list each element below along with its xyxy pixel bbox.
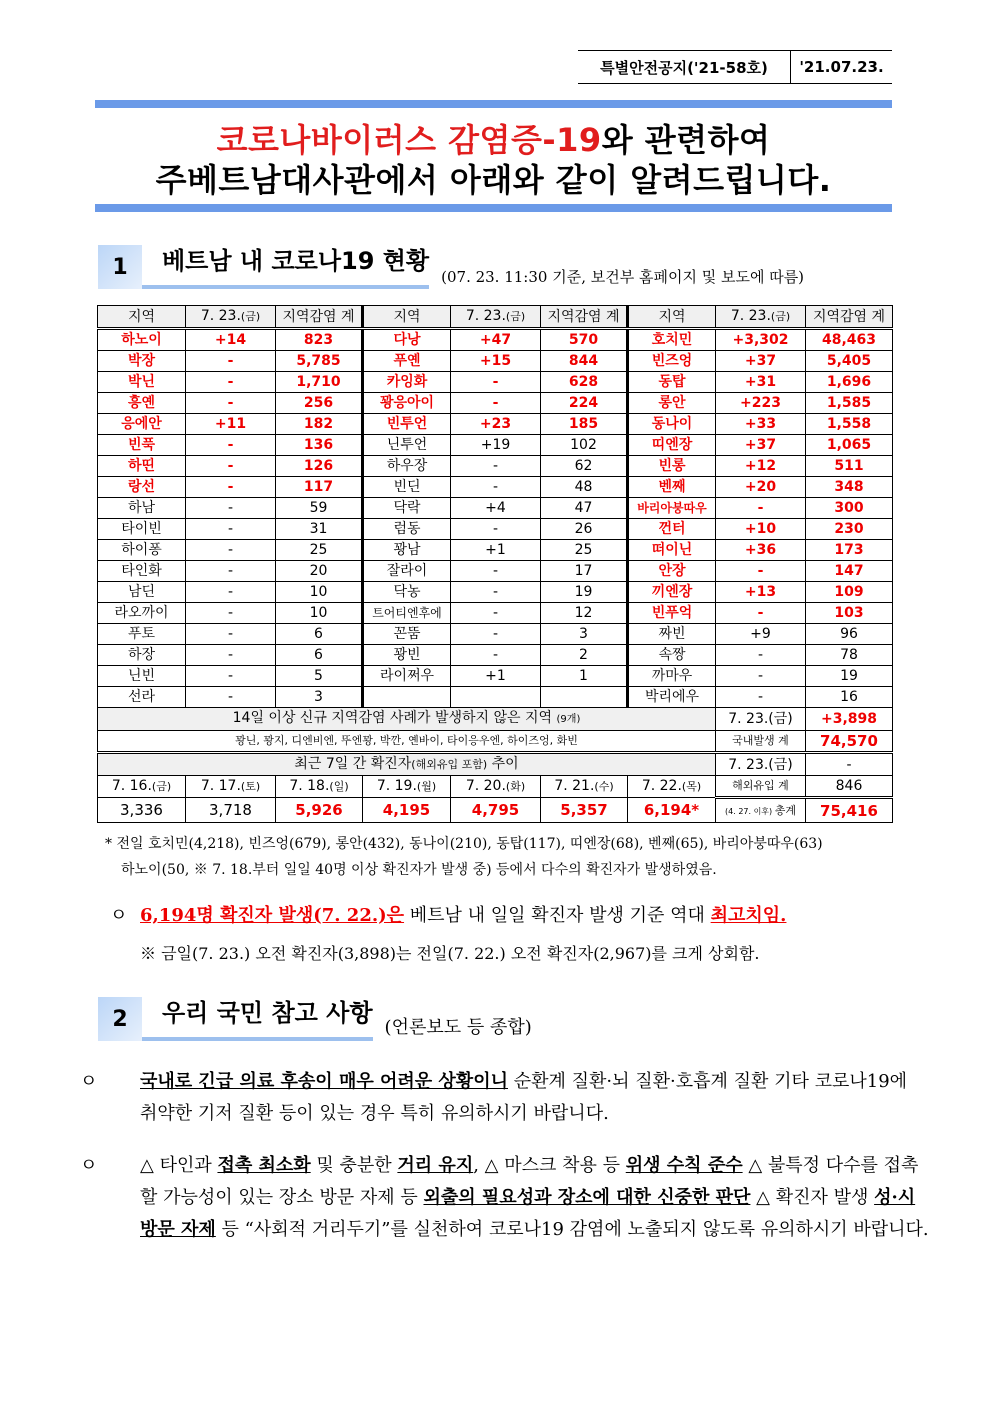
total-cases: 6 <box>276 624 363 645</box>
daily-cases: - <box>716 666 806 687</box>
region-name: 하우장 <box>363 456 451 477</box>
region-name: 다낭 <box>363 329 451 351</box>
domestic-today-value: +3,898 <box>806 708 893 731</box>
total-cases: 10 <box>276 603 363 624</box>
region-name <box>363 687 451 708</box>
region-name: 닌투언 <box>363 435 451 456</box>
region-name: 빈롱 <box>628 456 716 477</box>
daily-cases: - <box>451 477 541 498</box>
daily-cases: - <box>186 603 276 624</box>
domestic-total-label: 국내발생 계 <box>716 731 806 753</box>
total-cases: 5,405 <box>806 351 893 372</box>
daily-cases: +10 <box>716 519 806 540</box>
region-name: 랑선 <box>98 477 186 498</box>
domestic-today-label: 7. 23.(금) <box>716 708 806 731</box>
region-name: 빈딘 <box>363 477 451 498</box>
trend-days-row <box>98 776 893 798</box>
column-header: 7. 23.(금) <box>716 306 806 329</box>
total-cases: 3 <box>276 687 363 708</box>
region-name: 속짱 <box>628 645 716 666</box>
daily-cases: - <box>716 645 806 666</box>
daily-cases: +14 <box>186 329 276 351</box>
section-title: 베트남 내 코로나19 현황 <box>142 243 429 289</box>
table-row <box>98 540 893 561</box>
total-cases: 25 <box>276 540 363 561</box>
total-cases: 230 <box>806 519 893 540</box>
total-cases: 173 <box>806 540 893 561</box>
trend-day: 7. 16.(금) <box>98 776 186 798</box>
daily-cases: +4 <box>451 498 541 519</box>
region-name: 하장 <box>98 645 186 666</box>
region-name: 안장 <box>628 561 716 582</box>
table-row <box>98 645 893 666</box>
table-row <box>98 414 893 435</box>
grand-total-value: 75,416 <box>806 798 893 823</box>
daily-cases: +9 <box>716 624 806 645</box>
daily-cases: - <box>451 582 541 603</box>
no-new-cases-regions-row <box>98 731 893 753</box>
region-name: 하남 <box>98 498 186 519</box>
total-cases: 48 <box>541 477 628 498</box>
daily-cases: +20 <box>716 477 806 498</box>
daily-cases: +36 <box>716 540 806 561</box>
daily-cases: - <box>186 351 276 372</box>
imported-today-value: - <box>806 753 893 776</box>
daily-cases: - <box>716 498 806 519</box>
total-cases: 20 <box>276 561 363 582</box>
total-cases: 5 <box>276 666 363 687</box>
trend-value: 3,336 <box>98 798 186 823</box>
total-cases: 136 <box>276 435 363 456</box>
region-name: 빈즈엉 <box>628 351 716 372</box>
region-name: 남딘 <box>98 582 186 603</box>
daily-cases <box>451 687 541 708</box>
total-cases: 1,696 <box>806 372 893 393</box>
region-name: 잘라이 <box>363 561 451 582</box>
daily-cases: - <box>186 372 276 393</box>
daily-cases: +13 <box>716 582 806 603</box>
total-cases: 1 <box>541 666 628 687</box>
total-cases: 1,585 <box>806 393 893 414</box>
total-cases: 96 <box>806 624 893 645</box>
column-header: 지역감염 계 <box>806 306 893 329</box>
column-header: 지역 <box>628 306 716 329</box>
footnote: * 전일 호치민(4,218), 빈즈엉(679), 롱안(432), 동나이(210), 동탑(117), 띠엔장(68), 벤째(65), 바리아붕따우(63) 하노이(50, ※ 7. 18.부터 일일 40명 이상 확진자가 발생 중) 등에서 다수의 확진자가 발생하였음. <box>105 836 823 878</box>
domestic-total-value: 74,570 <box>806 731 893 753</box>
table-row <box>98 435 893 456</box>
region-name: 닌빈 <box>98 666 186 687</box>
trend-title: 최근 7일 간 확진자(해외유입 포함) 추이 <box>98 753 716 776</box>
daily-cases: - <box>186 561 276 582</box>
title-line-1: 코로나바이러스 감염증-19와 관련하여 <box>216 121 771 159</box>
section-title: 우리 국민 참고 사항 <box>142 995 373 1041</box>
daily-cases: - <box>451 645 541 666</box>
daily-cases: - <box>186 645 276 666</box>
total-cases: 182 <box>276 414 363 435</box>
total-cases: 78 <box>806 645 893 666</box>
region-name: 닥농 <box>363 582 451 603</box>
total-cases: 47 <box>541 498 628 519</box>
daily-cases: - <box>186 435 276 456</box>
region-name: 동탑 <box>628 372 716 393</box>
total-cases: 5,785 <box>276 351 363 372</box>
daily-cases: +3,302 <box>716 329 806 351</box>
total-cases: 17 <box>541 561 628 582</box>
daily-cases: - <box>451 603 541 624</box>
region-name: 선라 <box>98 687 186 708</box>
imported-total-label: 해외유입 계 <box>716 776 806 798</box>
daily-cases: - <box>451 624 541 645</box>
title-bar-bottom <box>95 204 892 212</box>
trend-value: 6,194* <box>628 798 716 823</box>
region-name: 라이쩌우 <box>363 666 451 687</box>
column-header: 7. 23.(금) <box>451 306 541 329</box>
daily-cases: +1 <box>451 540 541 561</box>
highlight-bullet: ㅇ 6,194명 확진자 발생(7. 22.)은 베트남 내 일일 확진자 발생 기준 역대 최고치임. <box>110 905 787 926</box>
region-name: 응에안 <box>98 414 186 435</box>
region-name: 럼동 <box>363 519 451 540</box>
trend-day: 7. 20.(화) <box>451 776 541 798</box>
total-cases: 300 <box>806 498 893 519</box>
daily-cases: - <box>716 603 806 624</box>
region-name: 푸옌 <box>363 351 451 372</box>
no-new-cases-row <box>98 708 893 731</box>
table-row <box>98 687 893 708</box>
daily-cases: +47 <box>451 329 541 351</box>
total-cases: 224 <box>541 393 628 414</box>
trend-value: 5,926 <box>276 798 363 823</box>
table-row <box>98 603 893 624</box>
daily-cases: - <box>451 561 541 582</box>
table-row <box>98 498 893 519</box>
total-cases: 1,065 <box>806 435 893 456</box>
trend-day: 7. 19.(월) <box>363 776 451 798</box>
table-row <box>98 393 893 414</box>
daily-cases: +33 <box>716 414 806 435</box>
table-row <box>98 477 893 498</box>
section-subtitle: (07. 23. 11:30 기준, 보건부 홈페이지 및 보도에 따름) <box>441 268 805 286</box>
region-name: 타이빈 <box>98 519 186 540</box>
section-subtitle: (언론보도 등 종합) <box>384 1017 532 1038</box>
region-name: 동나이 <box>628 414 716 435</box>
region-name: 벤째 <box>628 477 716 498</box>
column-header: 7. 23.(금) <box>186 306 276 329</box>
advice-1: ㅇ 국내로 긴급 의료 후송이 매우 어려운 상황이니 순환계 질환·뇌 질환·호흡계 질환 기타 코로나19에 취약한 기저 질환 등이 있는 경우 특히 유의하시기 바랍니다. <box>80 1071 908 1124</box>
daily-cases: - <box>186 519 276 540</box>
daily-cases: - <box>186 624 276 645</box>
total-cases: 628 <box>541 372 628 393</box>
region-name: 하이퐁 <box>98 540 186 561</box>
region-name: 닥락 <box>363 498 451 519</box>
total-cases: 823 <box>276 329 363 351</box>
advice-2: ㅇ △ 타인과 접촉 최소화 및 충분한 거리 유지, △ 마스크 착용 등 위생 수칙 준수 △ 불특정 다수를 접촉할 가능성이 있는 장소 방문 자제 등 외출의 필요성과 장소에 대한 신중한 판단 △ 확진자 발생 성·시 방문 자제 등 “사회적 거리두기”를 실천하여 코로나19 감염에 노출되지 않도록 유의하시기 바랍니다. <box>80 1155 929 1240</box>
section-2-heading <box>98 995 532 1041</box>
total-cases: 103 <box>806 603 893 624</box>
daily-cases: - <box>186 687 276 708</box>
region-name: 꽝남 <box>363 540 451 561</box>
highlight-note: ※ 금일(7. 23.) 오전 확진자(3,898)는 전일(7. 22.) 오전 확진자(2,967)를 크게 상회함. <box>140 944 760 963</box>
region-name: 꼰뚬 <box>363 624 451 645</box>
total-cases: 2 <box>541 645 628 666</box>
total-cases: 16 <box>806 687 893 708</box>
region-name: 떠이닌 <box>628 540 716 561</box>
daily-cases: - <box>451 393 541 414</box>
region-name: 호치민 <box>628 329 716 351</box>
title-bar-top <box>95 100 892 108</box>
daily-cases: - <box>186 456 276 477</box>
title-line-2: 주베트남대사관에서 아래와 같이 알려드립니다. <box>155 161 832 199</box>
total-cases: 117 <box>276 477 363 498</box>
table-row <box>98 329 893 351</box>
total-cases: 256 <box>276 393 363 414</box>
imported-today-label: 7. 23.(금) <box>716 753 806 776</box>
section-number: 1 <box>98 245 142 289</box>
notice-date: '21.07.23. <box>799 58 884 76</box>
section-number: 2 <box>98 997 142 1041</box>
table-row <box>98 666 893 687</box>
daily-cases: +19 <box>451 435 541 456</box>
daily-cases: - <box>186 477 276 498</box>
trend-value: 3,718 <box>186 798 276 823</box>
region-name: 하띤 <box>98 456 186 477</box>
region-name: 박리에우 <box>628 687 716 708</box>
region-name: 푸토 <box>98 624 186 645</box>
trend-value: 5,357 <box>541 798 628 823</box>
daily-cases: - <box>186 582 276 603</box>
total-cases: 147 <box>806 561 893 582</box>
table-row <box>98 624 893 645</box>
total-cases: 59 <box>276 498 363 519</box>
daily-cases: - <box>451 372 541 393</box>
region-name: 박닌 <box>98 372 186 393</box>
column-header: 지역 <box>98 306 186 329</box>
trend-value: 4,795 <box>451 798 541 823</box>
daily-cases: +31 <box>716 372 806 393</box>
imported-total-value: 846 <box>806 776 893 798</box>
daily-cases: +1 <box>451 666 541 687</box>
daily-cases: - <box>186 498 276 519</box>
daily-cases: - <box>716 687 806 708</box>
total-cases: 1,558 <box>806 414 893 435</box>
total-cases: 109 <box>806 582 893 603</box>
table-row <box>98 519 893 540</box>
column-header: 지역 <box>363 306 451 329</box>
region-name: 빈푸억 <box>628 603 716 624</box>
trend-day: 7. 18.(일) <box>276 776 363 798</box>
column-header: 지역감염 계 <box>276 306 363 329</box>
trend-day: 7. 22.(목) <box>628 776 716 798</box>
region-name: 꽝빈 <box>363 645 451 666</box>
daily-cases: - <box>451 456 541 477</box>
column-header: 지역감염 계 <box>541 306 628 329</box>
region-name: 하노이 <box>98 329 186 351</box>
total-cases: 25 <box>541 540 628 561</box>
total-cases <box>541 687 628 708</box>
region-name: 껀터 <box>628 519 716 540</box>
total-cases: 19 <box>541 582 628 603</box>
region-name: 타인화 <box>98 561 186 582</box>
region-name: 바리아붕따우 <box>628 498 716 519</box>
total-cases: 570 <box>541 329 628 351</box>
daily-cases: - <box>716 561 806 582</box>
no-new-cases-regions: 꽝닌, 꽝지, 디엔비엔, 뚜엔꽝, 박깐, 옌바이, 타이응우엔, 하이즈엉, 화빈 <box>98 731 716 753</box>
region-name: 롱안 <box>628 393 716 414</box>
section-1-heading <box>98 243 804 289</box>
total-cases: 1,710 <box>276 372 363 393</box>
total-cases: 102 <box>541 435 628 456</box>
region-name: 박장 <box>98 351 186 372</box>
total-cases: 6 <box>276 645 363 666</box>
grand-total-label: (4. 27. 이후) 총계 <box>716 798 806 823</box>
region-name: 라오까이 <box>98 603 186 624</box>
trend-values-row <box>98 798 893 823</box>
total-cases: 511 <box>806 456 893 477</box>
daily-cases: - <box>186 393 276 414</box>
table-row <box>98 372 893 393</box>
notice-header <box>578 50 892 84</box>
total-cases: 126 <box>276 456 363 477</box>
region-name: 빈투언 <box>363 414 451 435</box>
region-name: 짜빈 <box>628 624 716 645</box>
table-row <box>98 561 893 582</box>
trend-value: 4,195 <box>363 798 451 823</box>
region-name: 꽝응아이 <box>363 393 451 414</box>
total-cases: 48,463 <box>806 329 893 351</box>
total-cases: 62 <box>541 456 628 477</box>
daily-cases: +11 <box>186 414 276 435</box>
total-cases: 185 <box>541 414 628 435</box>
region-name: 띠엔장 <box>628 435 716 456</box>
total-cases: 10 <box>276 582 363 603</box>
region-name: 트어티엔후에 <box>363 603 451 624</box>
table-header-row <box>98 306 893 329</box>
daily-cases: +37 <box>716 435 806 456</box>
notice-number: 특별안전공지('21-58호) <box>578 51 791 83</box>
table-row <box>98 351 893 372</box>
daily-cases: +223 <box>716 393 806 414</box>
daily-cases: - <box>186 540 276 561</box>
region-name: 끼엔장 <box>628 582 716 603</box>
trend-title-row <box>98 753 893 776</box>
daily-cases: - <box>451 519 541 540</box>
total-cases: 26 <box>541 519 628 540</box>
total-cases: 3 <box>541 624 628 645</box>
total-cases: 31 <box>276 519 363 540</box>
total-cases: 19 <box>806 666 893 687</box>
total-cases: 348 <box>806 477 893 498</box>
daily-cases: +23 <box>451 414 541 435</box>
region-name: 까마우 <box>628 666 716 687</box>
daily-cases: +12 <box>716 456 806 477</box>
table-row <box>98 582 893 603</box>
trend-day: 7. 17.(토) <box>186 776 276 798</box>
daily-cases: +37 <box>716 351 806 372</box>
no-new-cases-title: 14일 이상 신규 지역감염 사례가 발생하지 않은 지역 (9개) <box>98 708 716 731</box>
region-name: 빈푹 <box>98 435 186 456</box>
table-row <box>98 456 893 477</box>
total-cases: 12 <box>541 603 628 624</box>
region-name: 카잉화 <box>363 372 451 393</box>
region-name: 흥옌 <box>98 393 186 414</box>
total-cases: 844 <box>541 351 628 372</box>
trend-day: 7. 21.(수) <box>541 776 628 798</box>
covid-stats-table <box>97 305 893 823</box>
daily-cases: - <box>186 666 276 687</box>
daily-cases: +15 <box>451 351 541 372</box>
